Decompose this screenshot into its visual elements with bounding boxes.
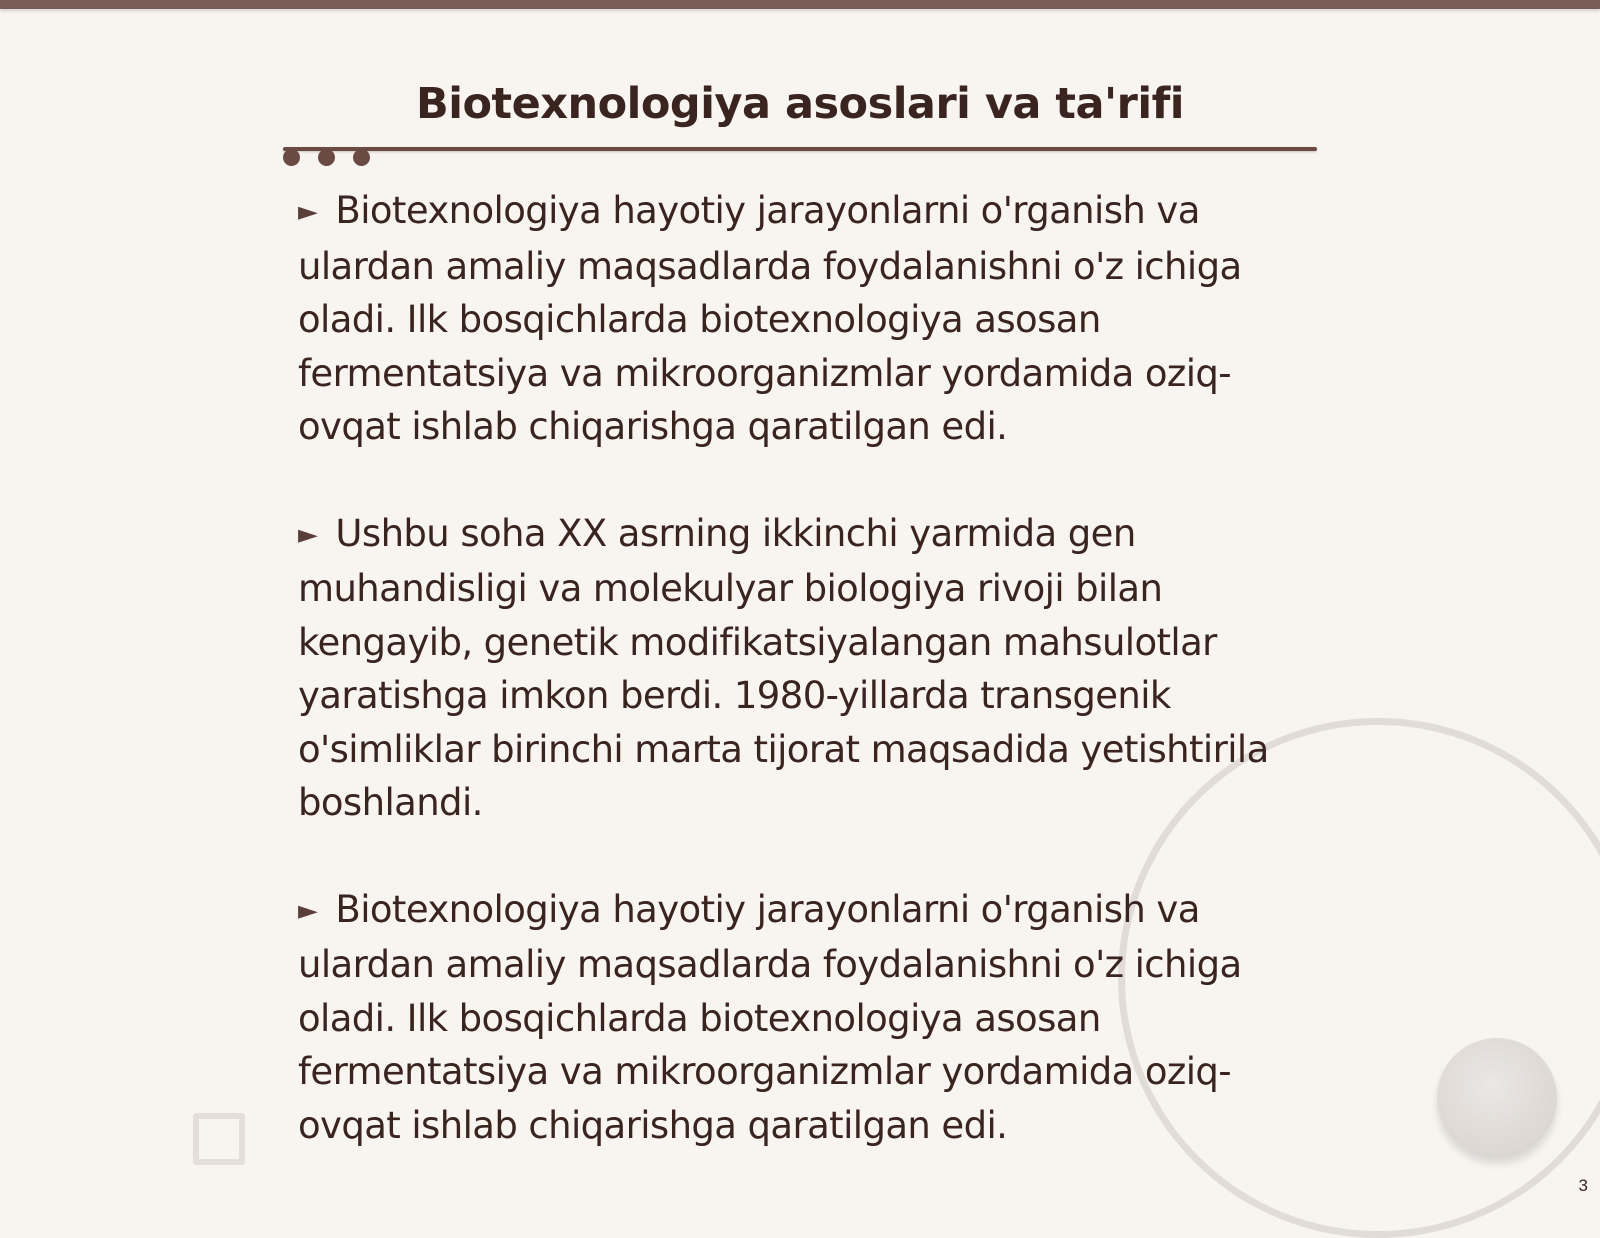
title-divider bbox=[283, 147, 1317, 151]
page-number: 3 bbox=[1578, 1176, 1588, 1195]
slide-title: Biotexnologiya asoslari va ta'rifi bbox=[415, 79, 1185, 129]
paragraph-3-text: Biotexnologiya hayotiy jarayonlarni o'rganish va ulardan amaliy maqsadlarda foydalanishni o'z ichiga oladi. Ilk bosqichlarda biotexnologiya asosan fermentatsiya va mikroorganizmlar yordamida oziq-ovqat ishlab chiqarishga qaratilgan edi. bbox=[298, 887, 1242, 1147]
paragraph-1-text: Biotexnologiya hayotiy jarayonlarni o'rganish va ulardan amaliy maqsadlarda foydalanishni o'z ichiga oladi. Ilk bosqichlarda biotexnologiya asosan fermentatsiya va mikroorganizmlar yordamida oziq-ovqat ishlab chiqarishga qaratilgan edi. bbox=[298, 189, 1242, 448]
paragraph-1 bbox=[298, 184, 1288, 454]
decorative-small-circle bbox=[1437, 1038, 1557, 1158]
bullet-arrow-icon: ► bbox=[298, 895, 318, 926]
divider-dot-2 bbox=[318, 149, 335, 166]
paragraph-2 bbox=[298, 507, 1288, 830]
top-accent-bar bbox=[0, 0, 1600, 9]
slide-content bbox=[298, 184, 1288, 1152]
paragraph-3 bbox=[298, 883, 1288, 1153]
divider-dot-3 bbox=[353, 149, 370, 166]
divider-dot-1 bbox=[283, 149, 300, 166]
bullet-arrow-icon: ► bbox=[298, 519, 318, 550]
bullet-arrow-icon: ► bbox=[298, 197, 318, 227]
decorative-square bbox=[193, 1113, 245, 1165]
paragraph-2-text: Ushbu soha XX asrning ikkinchi yarmida gen muhandisligi va molekulyar biologiya rivoji bilan kengayib, genetik modifikatsiyalangan mahsulotlar yaratishga imkon berdi. 1980-yillarda transgenik o'simliklar birinchi marta tijorat maqsadida yetishtirila boshlandi. bbox=[298, 511, 1269, 824]
